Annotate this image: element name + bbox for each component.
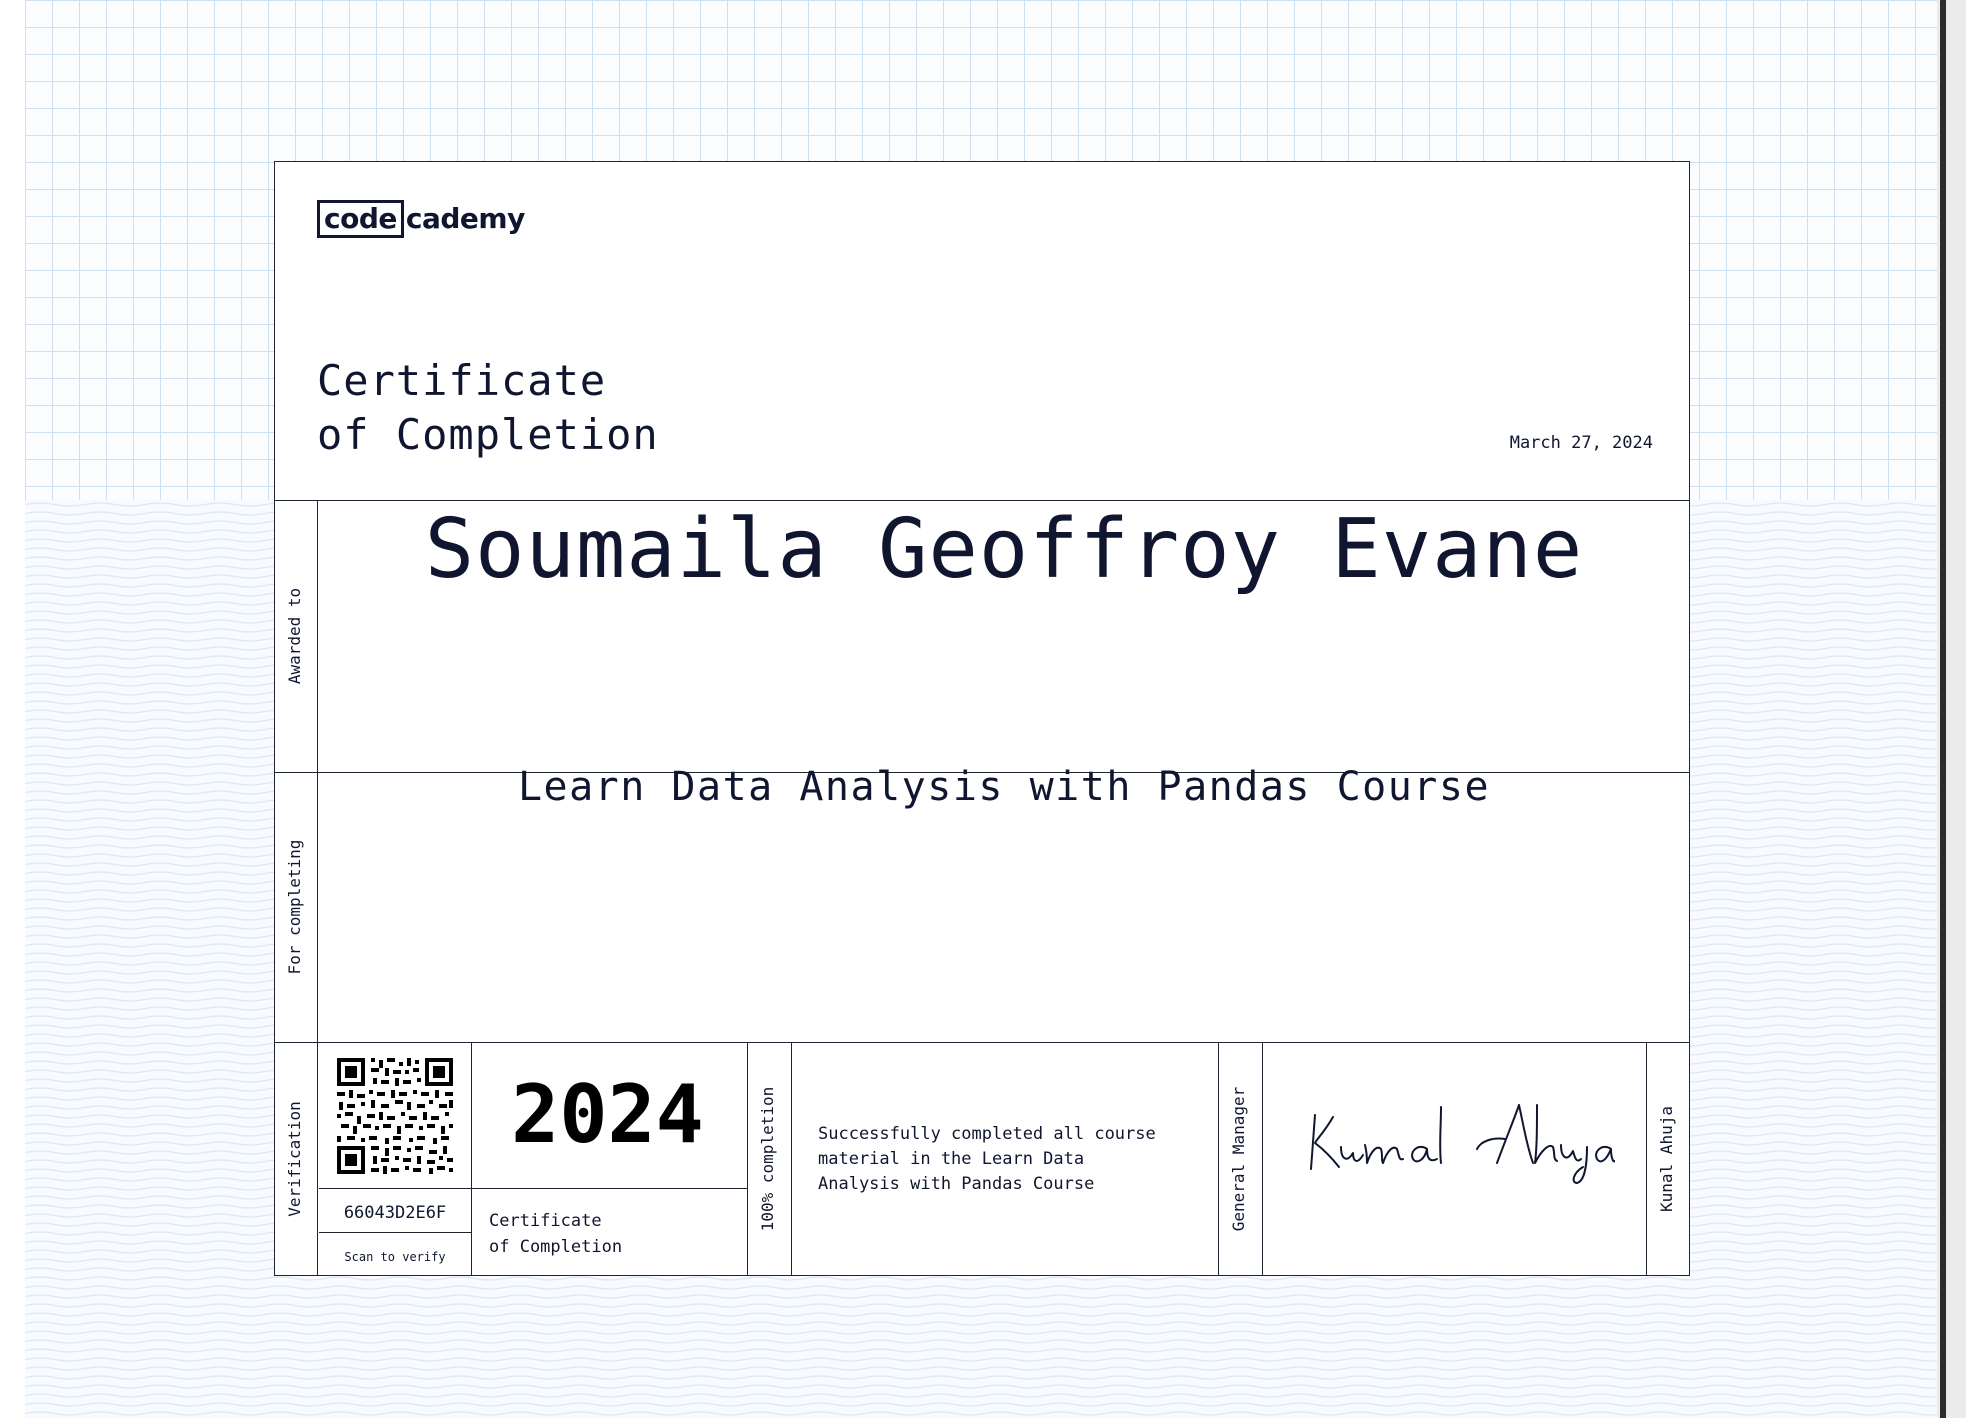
logo-text: cademy [405, 202, 525, 235]
divider [471, 1188, 747, 1189]
divider [1646, 1042, 1647, 1276]
codecademy-logo [317, 200, 525, 238]
awarded-to-label: Awarded to [285, 587, 304, 685]
certificate [274, 161, 1690, 1276]
divider [747, 1042, 748, 1276]
year: 2024 [511, 1068, 704, 1161]
divider [1262, 1042, 1263, 1276]
for-completing-label: For completing [285, 839, 304, 975]
certificate-title [317, 354, 659, 462]
verification-label: Verification [285, 1101, 304, 1217]
signer-name-label: Kunal Ahuja [1657, 1106, 1676, 1212]
completion-description [818, 1122, 1208, 1197]
qr-code-icon[interactable] [337, 1058, 453, 1174]
general-manager-label: General Manager [1229, 1086, 1248, 1232]
divider [319, 1232, 471, 1233]
title-line-1: Certificate [317, 356, 607, 405]
course-name: Learn Data Analysis with Pandas Course [517, 764, 1491, 810]
signature [1305, 1097, 1615, 1187]
description-line-2: material in the Learn Data [818, 1149, 1085, 1169]
recipient-name: Soumaila Geoffroy Evane [424, 502, 1584, 597]
verification-code: 66043D2E6F [343, 1203, 447, 1223]
logo-code-box: code [317, 200, 404, 238]
divider [317, 500, 318, 1276]
subtitle-line-2: of Completion [489, 1237, 623, 1257]
description-line-3: Analysis with Pandas Course [818, 1174, 1095, 1194]
scan-to-verify: Scan to verify [344, 1250, 446, 1264]
divider [275, 1042, 1689, 1043]
issue-date: March 27, 2024 [1509, 433, 1653, 453]
description-line-1: Successfully completed all course [818, 1124, 1156, 1144]
divider [1218, 1042, 1219, 1276]
title-line-2: of Completion [317, 410, 659, 459]
subtitle-line-1: Certificate [489, 1211, 602, 1231]
completion-label: 100% completion [758, 1086, 777, 1232]
footer-subtitle [489, 1208, 622, 1260]
window-edge [1937, 0, 1966, 1418]
divider [319, 1188, 471, 1189]
divider [791, 1042, 792, 1276]
